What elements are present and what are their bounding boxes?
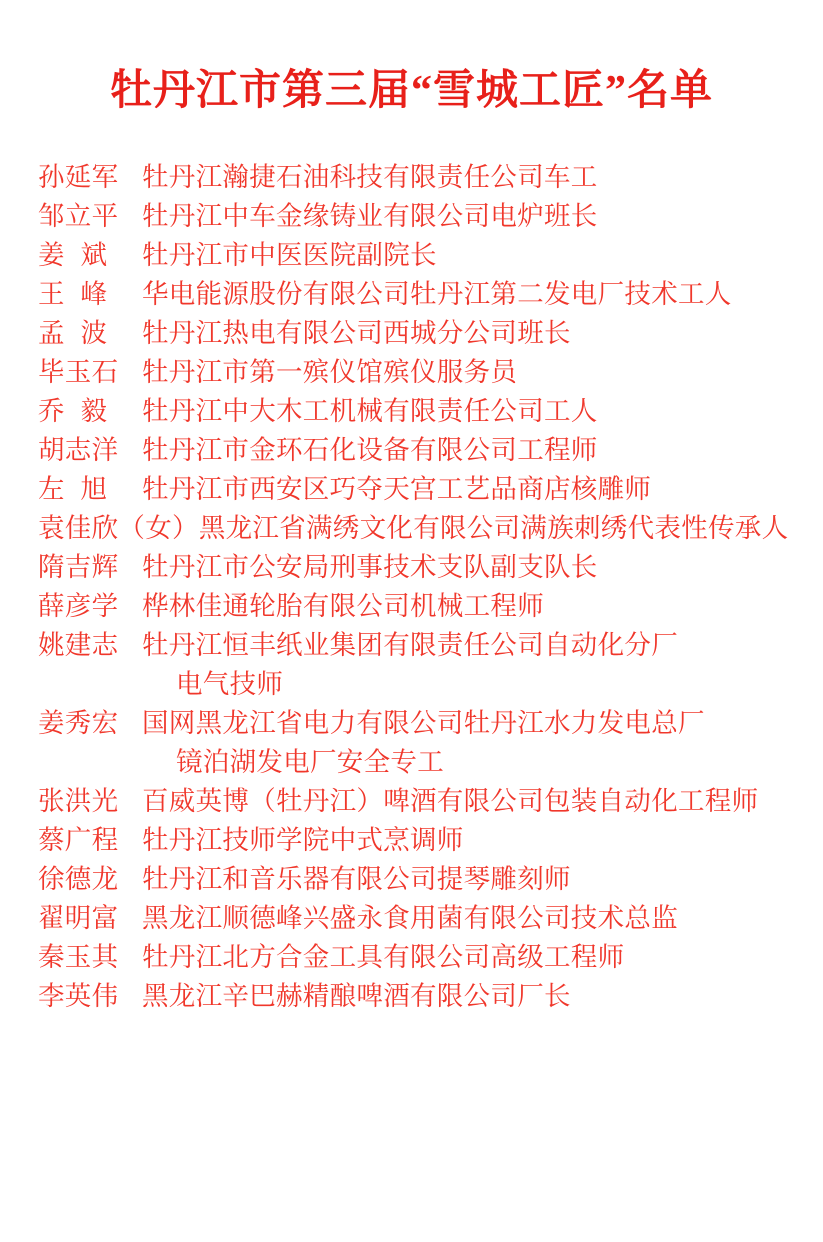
awardee-name: 邹立平 bbox=[38, 201, 119, 232]
list-item bbox=[38, 236, 793, 275]
awardee-name: 胡志洋 bbox=[38, 435, 119, 466]
list-item bbox=[38, 821, 793, 860]
awardee-name: 张洪光 bbox=[38, 786, 119, 817]
list-item bbox=[38, 353, 793, 392]
awardee-organization: 牡丹江北方合金工具有限公司高级工程师 bbox=[142, 942, 625, 973]
awardee-organization: 牡丹江恒丰纸业集团有限责任公司自动化分厂 bbox=[142, 630, 678, 661]
awardee-name: 姜斌 bbox=[38, 240, 123, 271]
list-item bbox=[38, 938, 793, 977]
awardee-name: 蔡广程 bbox=[38, 825, 119, 856]
awardee-name: 左旭 bbox=[38, 474, 123, 505]
list-item bbox=[38, 470, 793, 509]
list-item bbox=[38, 314, 793, 353]
list-item bbox=[38, 431, 793, 470]
awardee-list bbox=[30, 158, 793, 1016]
awardee-name: 秦玉其 bbox=[38, 942, 119, 973]
list-item bbox=[38, 782, 793, 821]
list-item bbox=[38, 626, 793, 704]
awardee-organization: 牡丹江瀚捷石油科技有限责任公司车工 bbox=[142, 162, 598, 193]
list-item bbox=[38, 587, 793, 626]
awardee-organization: 牡丹江市公安局刑事技术支队副支队长 bbox=[142, 552, 598, 583]
awardee-name: 姚建志 bbox=[38, 630, 119, 661]
awardee-organization: 牡丹江市金环石化设备有限公司工程师 bbox=[142, 435, 598, 466]
awardee-organization-continued: 电气技师 bbox=[176, 669, 284, 700]
awardee-organization: 牡丹江和音乐器有限公司提琴雕刻师 bbox=[142, 864, 571, 895]
awardee-organization: 牡丹江市中医医院副院长 bbox=[142, 240, 437, 271]
list-item bbox=[38, 197, 793, 236]
awardee-name: 隋吉辉 bbox=[38, 552, 119, 583]
awardee-name: 翟明富 bbox=[38, 903, 119, 934]
list-item bbox=[38, 392, 793, 431]
awardee-organization: 牡丹江热电有限公司西城分公司班长 bbox=[142, 318, 571, 349]
awardee-organization: 百威英博（牡丹江）啤酒有限公司包装自动化工程师 bbox=[142, 786, 759, 817]
awardee-name: 毕玉石 bbox=[38, 357, 119, 388]
awardee-organization: 黑龙江顺德峰兴盛永食用菌有限公司技术总监 bbox=[142, 903, 678, 934]
awardee-name: 薛彦学 bbox=[38, 591, 119, 622]
awardee-organization: 牡丹江中大木工机械有限责任公司工人 bbox=[142, 396, 598, 427]
awardee-organization: 华电能源股份有限公司牡丹江第二发电厂技术工人 bbox=[142, 279, 732, 310]
awardee-name: 李英伟 bbox=[38, 981, 119, 1012]
list-item bbox=[38, 158, 793, 197]
list-item bbox=[38, 548, 793, 587]
list-item bbox=[38, 977, 793, 1016]
awardee-organization: 黑龙江省满绣文化有限公司满族刺绣代表性传承人 bbox=[198, 513, 789, 544]
awardee-name: 孙延军 bbox=[38, 162, 119, 193]
awardee-organization: 黑龙江辛巴赫精酿啤酒有限公司厂长 bbox=[142, 981, 571, 1012]
awardee-organization: 牡丹江市第一殡仪馆殡仪服务员 bbox=[142, 357, 518, 388]
list-item bbox=[38, 509, 793, 548]
awardee-name: 徐德龙 bbox=[38, 864, 119, 895]
awardee-name: 袁佳欣（女） bbox=[38, 513, 199, 544]
awardee-name: 王峰 bbox=[38, 279, 123, 310]
list-item bbox=[38, 860, 793, 899]
awardee-name: 乔毅 bbox=[38, 396, 123, 427]
awardee-organization: 牡丹江技师学院中式烹调师 bbox=[142, 825, 464, 856]
list-item bbox=[38, 275, 793, 314]
awardee-organization: 国网黑龙江省电力有限公司牡丹江水力发电总厂 bbox=[142, 708, 705, 739]
page-title: 牡丹江市第三届“雪城工匠”名单 bbox=[109, 68, 713, 114]
awardee-organization: 桦林佳通轮胎有限公司机械工程师 bbox=[142, 591, 544, 622]
awardee-organization-continued: 镜泊湖发电厂安全专工 bbox=[176, 747, 444, 778]
awardee-organization: 牡丹江市西安区巧夺天宫工艺品商店核雕师 bbox=[142, 474, 652, 505]
awardee-name: 孟波 bbox=[38, 318, 123, 349]
list-item bbox=[38, 704, 793, 782]
awardee-name: 姜秀宏 bbox=[38, 708, 119, 739]
list-item bbox=[38, 899, 793, 938]
awardee-organization: 牡丹江中车金缘铸业有限公司电炉班长 bbox=[142, 201, 598, 232]
